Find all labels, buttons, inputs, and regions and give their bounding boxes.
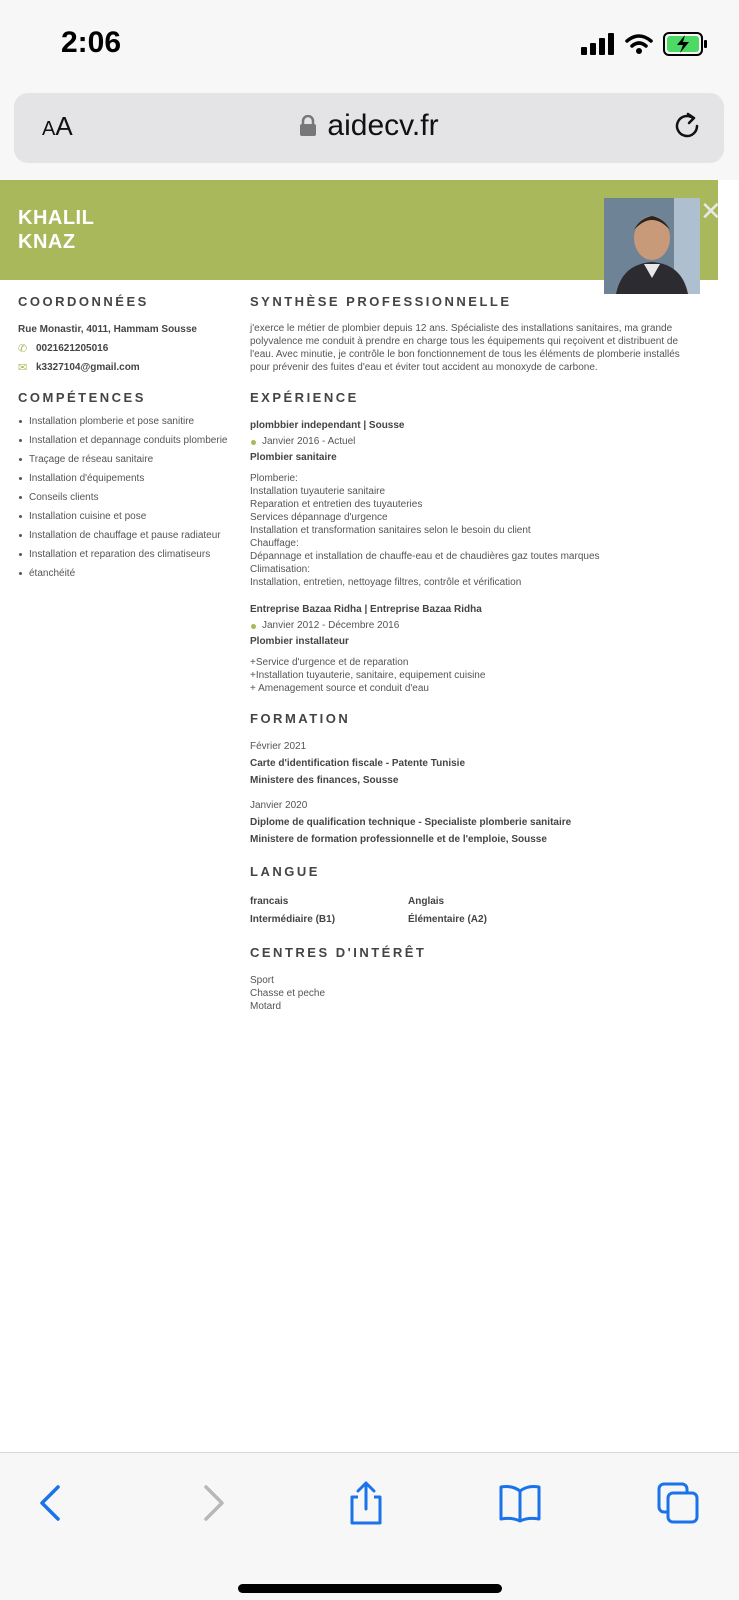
formation-entry (250, 799, 700, 846)
list-item: Sport (250, 975, 274, 986)
formation-date: Janvier 2020 (250, 800, 308, 811)
reader-options-button[interactable]: AA (42, 111, 73, 141)
email-line (18, 361, 228, 374)
section-title-synthese: SYNTHÈSE PROFESSIONNELLE (250, 294, 512, 309)
list-item: Installation et depannage conduits plomberie (18, 434, 228, 447)
last-name: KNAZ (18, 231, 76, 253)
language-name: francais (250, 896, 289, 907)
address-text[interactable] (14, 109, 724, 143)
bookmarks-icon[interactable] (498, 1481, 542, 1525)
language-name: Anglais (408, 896, 445, 907)
section-title-competences: COMPÉTENCES (18, 390, 146, 405)
job-role: Plombier installateur (250, 636, 349, 647)
job-line: Installation et transformation sanitaires selon le besoin du client (250, 525, 531, 536)
job-description (250, 656, 700, 695)
portrait-image (604, 198, 700, 294)
skills-list (18, 415, 228, 580)
status-bar (0, 0, 739, 88)
list-item: Installation de chauffage et pause radiateur (18, 529, 228, 542)
battery-charging-icon (663, 32, 709, 56)
language-item (408, 893, 566, 929)
language-grid (250, 893, 700, 929)
job-line: Installation, entretien, nettoyage filtres, contrôle et vérification (250, 577, 522, 588)
interests-list (250, 974, 700, 1013)
job-period: Janvier 2012 - Décembre 2016 (250, 620, 700, 631)
list-item: Installation plomberie et pose sanitire (18, 415, 228, 428)
job-entry (250, 603, 700, 695)
job-line: Installation tuyauterie sanitaire (250, 486, 386, 497)
share-icon[interactable] (344, 1481, 388, 1525)
language-level: Élémentaire (A2) (408, 914, 487, 925)
tabs-icon[interactable] (656, 1481, 700, 1525)
clock: 2:06 (61, 26, 122, 59)
job-line: Reparation et entretien des tuyauteries (250, 499, 423, 510)
list-item: Motard (250, 1001, 282, 1012)
job-role: Plombier sanitaire (250, 452, 337, 463)
phone-icon: ✆ (18, 343, 28, 355)
job-company: Entreprise Bazaa Ridha | Entreprise Bazaa Ridha (250, 604, 482, 615)
list-item: Installation et reparation des climatiseurs (18, 548, 228, 561)
mail-icon: ✉ (18, 362, 28, 374)
section-title-experience: EXPÉRIENCE (250, 390, 359, 405)
lock-icon (299, 115, 317, 137)
job-description (250, 472, 700, 589)
status-icons (581, 30, 709, 58)
right-column (250, 294, 700, 1013)
browser-toolbar (0, 88, 739, 180)
language-item (250, 893, 408, 929)
phone-line (18, 342, 228, 355)
address-bar[interactable] (14, 93, 724, 163)
section-title-coordonnees: COORDONNÉES (18, 294, 149, 309)
job-line: Climatisation: (250, 564, 311, 575)
formation-school: Ministere de formation professionnelle et de l'emploie, Sousse (250, 834, 547, 845)
close-icon[interactable]: ✕ (700, 196, 722, 226)
section-title-formation: FORMATION (250, 711, 351, 726)
language-level: Intermédiaire (B1) (250, 914, 336, 925)
browser-bottom-toolbar (0, 1452, 739, 1600)
formation-diploma: Carte d'identification fiscale - Patente Tunisie (250, 758, 466, 769)
list-item: Installation d'équipements (18, 472, 228, 485)
domain-label: aidecv.fr (327, 109, 439, 142)
formation-school: Ministere des finances, Sousse (250, 775, 399, 786)
email[interactable]: k3327104@gmail.com (36, 362, 140, 373)
reload-icon[interactable] (670, 109, 704, 143)
home-indicator (238, 1584, 502, 1593)
cv-page (0, 180, 739, 1452)
job-line: Plomberie: (250, 473, 298, 484)
list-item: Traçage de réseau sanitaire (18, 453, 228, 466)
wifi-icon (625, 33, 653, 55)
job-line: Chauffage: (250, 538, 299, 549)
section-title-langue: LANGUE (250, 864, 320, 879)
left-column (18, 294, 228, 586)
phone[interactable]: 0021621205016 (36, 343, 109, 354)
job-period: Janvier 2016 - Actuel (250, 436, 700, 447)
profile-photo (604, 198, 700, 294)
list-item: Installation cuisine et pose (18, 510, 228, 523)
back-icon[interactable] (30, 1481, 74, 1525)
signal-icon (581, 33, 615, 55)
job-company: plombbier independant | Sousse (250, 420, 405, 431)
forward-icon[interactable] (190, 1481, 234, 1525)
formation-entry (250, 740, 700, 787)
formation-diploma: Diplome de qualification technique - Specialiste plomberie sanitaire (250, 817, 572, 828)
job-line: Dépannage et installation de chauffe-eau et de chaudières gaz toutes marques (250, 551, 600, 562)
list-item: Conseils clients (18, 491, 228, 504)
list-item: étanchéité (18, 567, 228, 580)
job-line: + Amenagement source et conduit d'eau (250, 683, 429, 694)
section-title-interets: CENTRES D'INTÉRÊT (250, 945, 427, 960)
first-name: KHALIL (18, 207, 95, 229)
job-entry (250, 419, 700, 589)
list-item: Chasse et peche (250, 988, 326, 999)
summary-text: j'exerce le métier de plombier depuis 12 ans. Spécialiste des installations sanitaires, ma grande polyvalence me conduit à prendre en charge tous les équipements qui reçoivent et distribuent de l'eau. Avec minutie, je contrôle le bon fonctionnement de tous les éléments de plomberie installés pour prévenir des fuites d'eau et éviter tout accident au monoxyde de carbone. (250, 323, 680, 373)
address: Rue Monastir, 4011, Hammam Sousse (18, 324, 197, 335)
job-line: +Installation tuyauterie, sanitaire, equipement cuisine (250, 670, 486, 681)
job-line: +Service d'urgence et de reparation (250, 657, 409, 668)
formation-date: Février 2021 (250, 741, 307, 752)
job-line: Services dépannage d'urgence (250, 512, 388, 523)
cv-name (18, 206, 94, 254)
